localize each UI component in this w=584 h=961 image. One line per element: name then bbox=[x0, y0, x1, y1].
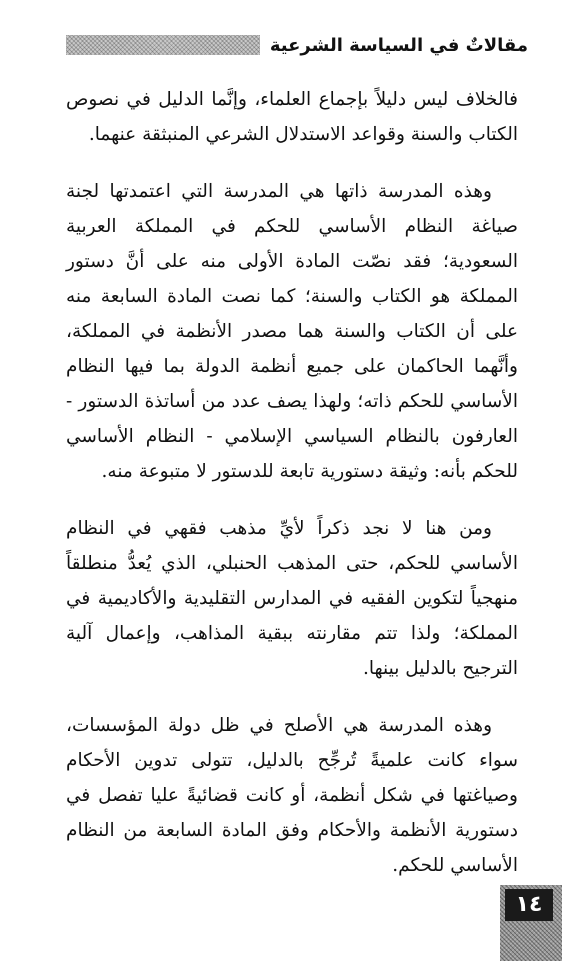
paragraph-4: وهذه المدرسة هي الأصلح في ظل دولة المؤسسات، سواء كانت علميةً تُرجِّح بالدليل، تتولى تدوين الأحكام وصياغتها في شكل أنظمة، أو كانت قضائيةً عليا تفصل في دستورية الأنظمة والأحكام وفق المادة السابعة من النظام الأساسي للحكم. bbox=[66, 715, 518, 876]
body-text bbox=[66, 82, 518, 905]
paragraph-3: ومن هنا لا نجد ذكراً لأيِّ مذهب فقهي في النظام الأساسي للحكم، حتى المذهب الحنبلي، الذي يُعدُّ منطلقاً منهجياً لتكوين الفقيه في المدارس التقليدية والأكاديمية في المملكة؛ ولذا تتم مقارنته ببقية المذاهب، وإعمال آلية الترجيح بالدليل بينها. bbox=[66, 518, 518, 679]
header-title: مقالاتٌ في السياسة الشرعية bbox=[269, 34, 528, 56]
header-pattern-band bbox=[66, 35, 260, 55]
running-header bbox=[66, 30, 528, 60]
paragraph-2: وهذه المدرسة ذاتها هي المدرسة التي اعتمدتها لجنة صياغة النظام الأساسي للحكم في المملكة العربية السعودية؛ فقد نصّت المادة الأولى منه على أنَّ دستور المملكة هو الكتاب والسنة؛ كما نصت المادة السابعة منه على أن الكتاب والسنة هما مصدر الأنظمة في المملكة، وأنَّهما الحاكمان على جميع أنظمة الدولة بما فيها النظام الأساسي للحكم ذاته؛ ولهذا يصف عدد من أساتذة الدستور - العارفون بالنظام السياسي الإسلامي - النظام الأساسي للحكم بأنه: وثيقة دستورية تابعة للدستور لا متبوعة منه. bbox=[66, 181, 518, 482]
paragraph-1: فالخلاف ليس دليلاً بإجماع العلماء، وإنَّما الدليل في نصوص الكتاب والسنة وقواعد الاستدلال الشرعي المنبثقة عنهما. bbox=[66, 89, 518, 145]
page-number: ١٤ bbox=[505, 889, 553, 921]
